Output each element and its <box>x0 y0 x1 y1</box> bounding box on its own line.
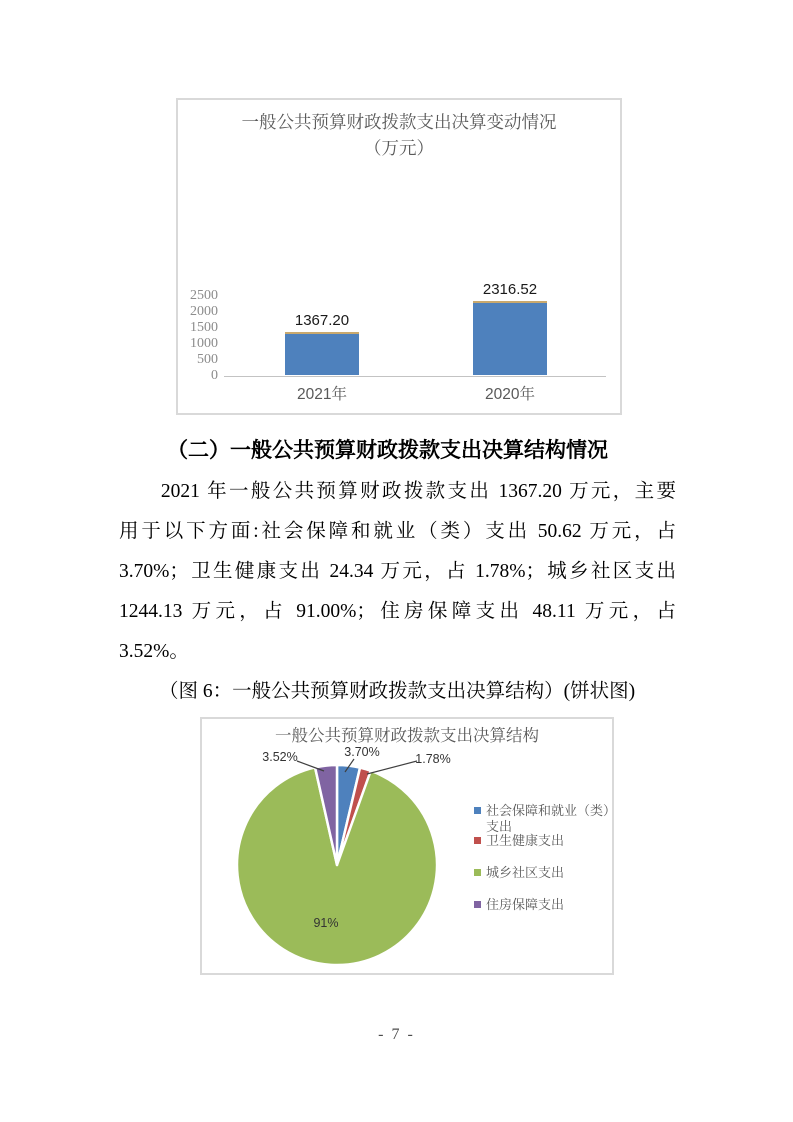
paragraph-line: 2021 年一般公共预算财政拨款支出 1367.20 万元，主要 <box>160 481 676 502</box>
pie-chart <box>200 717 617 975</box>
legend-item <box>474 897 624 913</box>
pie-percent-label: 1.78% <box>415 752 451 766</box>
legend-marker <box>474 869 481 876</box>
y-axis-tick-label: 0 <box>211 367 218 383</box>
y-axis-tick-label: 2000 <box>190 303 218 319</box>
legend-label: 城乡社区支出 <box>486 865 565 880</box>
legend-label: 卫生健康支出 <box>486 833 565 848</box>
legend-marker <box>474 807 481 814</box>
paragraph-line: 3.52%。 <box>119 641 189 662</box>
legend-item <box>474 833 624 849</box>
page-number: - 7 - <box>378 1026 415 1043</box>
bar-value-label: 1367.20 <box>294 311 350 329</box>
x-axis-category-label: 2021年 <box>297 386 347 403</box>
pie-percent-label: 3.52% <box>262 750 298 764</box>
y-axis-tick-label: 1000 <box>190 335 218 351</box>
y-axis-tick-label: 2500 <box>190 287 218 303</box>
y-axis-tick-label: 1500 <box>190 319 218 335</box>
figure-caption: （图 6：一般公共预算财政拨款支出决算结构）(饼状图) <box>158 681 636 702</box>
legend-label: 住房保障支出 <box>486 897 565 912</box>
legend-item <box>474 803 624 835</box>
legend-label: 社会保障和就业（类）支出 <box>486 803 617 834</box>
bar-chart <box>176 98 622 415</box>
bar-chart-title-line1: 一般公共预算财政拨款支出决算变动情况 <box>241 112 557 132</box>
body-paragraph <box>119 472 676 672</box>
bar-value-label: 2316.52 <box>482 281 538 299</box>
x-axis-line <box>224 376 606 377</box>
legend-item <box>474 865 624 881</box>
pie-chart-title: 一般公共预算财政拨款支出决算结构 <box>275 727 539 745</box>
y-axis-tick-label: 500 <box>197 351 218 367</box>
pie-percent-label: 91% <box>313 916 339 930</box>
bar <box>473 301 547 375</box>
section-heading: （二）一般公共预算财政拨款支出决算结构情况 <box>167 438 608 462</box>
bar <box>285 332 359 376</box>
paragraph-line: 1244.13 万元，占 91.00%；住房保障支出 48.11 万元，占 <box>119 601 676 622</box>
paragraph-line: 3.70%；卫生健康支出 24.34 万元，占 1.78%；城乡社区支出 <box>119 561 676 582</box>
legend-marker <box>474 837 481 844</box>
legend-marker <box>474 901 481 908</box>
paragraph-line: 用于以下方面:社会保障和就业（类）支出 50.62 万元，占 <box>119 521 676 542</box>
bar-chart-title-line2: （万元） <box>364 138 434 158</box>
pie-label-leader-line <box>367 761 417 774</box>
pie-percent-label: 3.70% <box>344 745 380 759</box>
x-axis-category-label: 2020年 <box>485 386 535 403</box>
bar-chart-title <box>178 109 620 161</box>
